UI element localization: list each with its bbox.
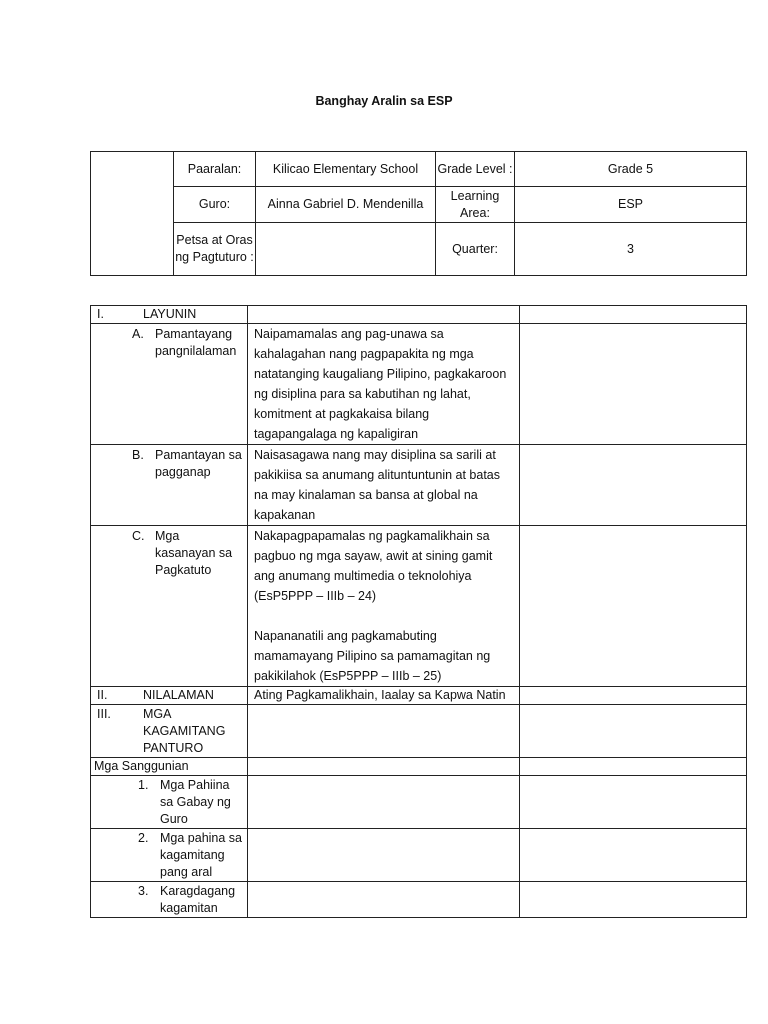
table-row bbox=[91, 324, 747, 445]
item-marker: 3. bbox=[138, 884, 149, 898]
section-layunin bbox=[91, 306, 248, 324]
quarter-value: 3 bbox=[515, 223, 747, 276]
quarter-label: Quarter: bbox=[436, 223, 515, 276]
item-marker: 1. bbox=[138, 778, 149, 792]
layunin-a-label-cell bbox=[91, 324, 248, 445]
table-row bbox=[91, 776, 747, 829]
teacher-label: Guro: bbox=[174, 187, 256, 223]
item-label: Mga kasanayan sa Pagkatuto bbox=[155, 529, 233, 577]
learning-area-value: ESP bbox=[515, 187, 747, 223]
layunin-b-text: Naisasagawa nang may disiplina sa sarili at pakikiisa sa anumang alituntuntunin at batas na may kinalaman sa bansa at global na kapakanan bbox=[248, 445, 520, 526]
section-label: MGA KAGAMITANG PANTURO bbox=[143, 707, 226, 755]
nilalaman-text: Ating Pagkamalikhain, Iaalay sa Kapwa Natin bbox=[248, 687, 520, 705]
section-label: NILALAMAN bbox=[143, 688, 214, 702]
layunin-a-text: Naipamamalas ang pag-unawa sa kahalagahan nang pagpapakita ng mga natatanging kaugaliang Pilipino, pagkakaroon ng disiplina para sa kabutihan ng lahat, komitment at pagkakaisa bilang tagapangalaga ng kapaligiran bbox=[248, 324, 520, 445]
table-row bbox=[91, 758, 747, 776]
learning-area-label: Learning Area: bbox=[436, 187, 515, 223]
section-number: III. bbox=[97, 707, 111, 721]
table-row bbox=[91, 306, 747, 324]
section-label: LAYUNIN bbox=[143, 307, 197, 321]
item-marker: A. bbox=[132, 327, 144, 341]
grade-level-value: Grade 5 bbox=[515, 152, 747, 187]
section-number: II. bbox=[97, 688, 108, 702]
item-label: Karagdagang kagamitan bbox=[160, 884, 236, 915]
sanggunian-label: Mga Sanggunian bbox=[91, 758, 248, 776]
page-title: Banghay Aralin sa ESP bbox=[315, 94, 453, 108]
table-row bbox=[91, 882, 747, 918]
school-label: Paaralan: bbox=[174, 152, 256, 187]
layunin-c-label-cell bbox=[91, 526, 248, 687]
lesson-plan-table bbox=[90, 305, 747, 918]
item-marker: B. bbox=[132, 448, 144, 462]
item-label: Mga Pahiina sa Gabay ng Guro bbox=[160, 778, 231, 826]
layunin-b-label-cell bbox=[91, 445, 248, 526]
date-time-label: Petsa at Oras ng Pagtuturo : bbox=[174, 223, 256, 276]
table-row bbox=[91, 445, 747, 526]
competency-2: Napananatili ang pagkamabuting mamamayang Pilipino sa pamamagitan ng pakikilahok (EsP5PPP – IIIb – 25) bbox=[254, 629, 491, 683]
teacher-value: Ainna Gabriel D. Mendenilla bbox=[256, 187, 436, 223]
school-value: Kilicao Elementary School bbox=[256, 152, 436, 187]
table-row bbox=[91, 687, 747, 705]
item-label: Mga pahina sa kagamitang pang aral bbox=[160, 831, 243, 879]
table-row bbox=[91, 705, 747, 758]
table-row bbox=[91, 829, 747, 882]
grade-level-label: Grade Level : bbox=[436, 152, 515, 187]
competency-1: Nakapagpapamalas ng pagkamalikhain sa pagbuo ng mga sayaw, awit at sining gamit ang anumang multimedia o teknolohiya (EsP5PPP – IIIb – 24) bbox=[254, 529, 493, 603]
date-time-value bbox=[256, 223, 436, 276]
header-info-table bbox=[90, 151, 747, 276]
item-label: Pamantayan sa pagganap bbox=[155, 448, 242, 479]
item-marker: C. bbox=[132, 529, 145, 543]
section-kagamitan bbox=[91, 705, 248, 758]
item-marker: 2. bbox=[138, 831, 149, 845]
section-number: I. bbox=[97, 307, 104, 321]
item-label: Pamantayang pangnilalaman bbox=[155, 327, 237, 358]
section-nilalaman bbox=[91, 687, 248, 705]
layunin-c-text-cell bbox=[248, 526, 520, 687]
table-row bbox=[91, 526, 747, 687]
header-blank-cell bbox=[91, 152, 174, 276]
